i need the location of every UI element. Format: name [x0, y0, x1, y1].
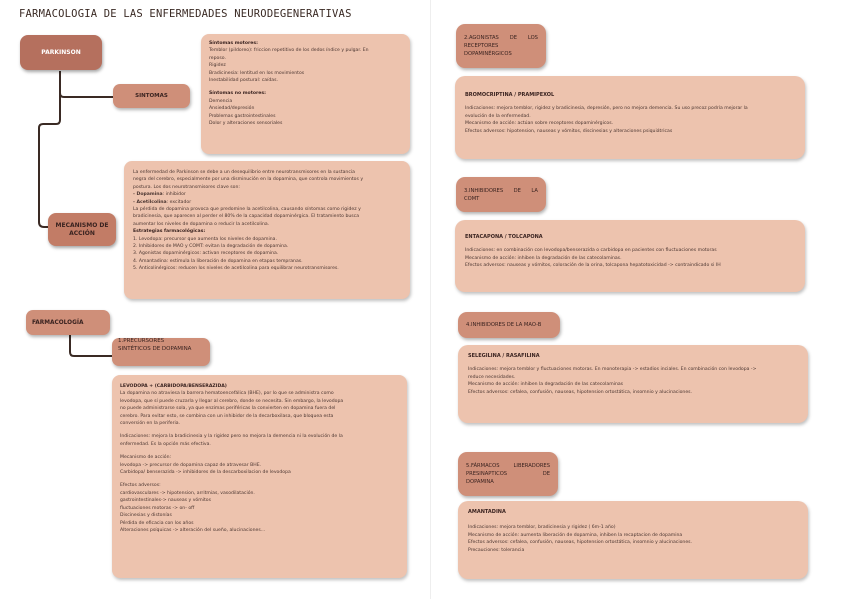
- mao-header[interactable]: 4.INHIBIDORES DE LA MAO-B: [458, 312, 560, 338]
- mecanismo-node[interactable]: MECANISMO DE ACCIÓN: [48, 213, 116, 246]
- levodopa-card: LEVODOPA + (CARBIDOPA/BENSERAZIDA) La dopamina no atraviesa la barrera hematoencefálica (BHE), por lo que se administra como levodopa, que sí puede cruzarla y llegar al cerebro, donde se necesita. Sin embargo, la levodopa no puede administrarse sola, ya que enzimas periféricas la convierten en dopamina fuera del cerebro. Para evitar esto, se combina con un inhibidor de la decarboxilasa, que bloquea esta conversión en la periferia. Indicaciones: mejora la bradicinesia y la rigidez pero no mejora la demencia ni la evolución de la enfermedad. Es la opción más efectiva. Mecanismo de acción: levodopa -> precursor de dopamina capaz de atravesar BHE. Carbidopa/ benserazida -> inhibidores de la descarboxilacion de levodopa Efectos adversos: cardiovasculares -> hipotension, arritmias, vasodilatación. gastrointestinales-> nauseas y vómitos fluctuaciones motoras -> on- off Discinesias y distonías Pérdida de eficacia con los años Alteraciones psíquicas -> alteración del sueño, alucinaciones...: [112, 375, 407, 578]
- precursores-node[interactable]: 1.PRECURSORES SINTÉTICOS DE DOPAMINA: [112, 338, 210, 366]
- page-title: FARMACOLOGIA DE LAS ENFERMEDADES NEURODEGENERATIVAS: [19, 8, 352, 20]
- comt-card: ENTACAPONA / TOLCAPONA Indicaciones: en combinación con levodopa/benserazida o carbidopa en pacientes con fluctuaciones motoras Mecanismo de acción: inhiben la degradación de las catecolaminas. Efectos adversos: nauseas y vómitos, coloración de la orina, tolcapona hepatotoxicidad -> contraindicado si IH: [455, 220, 805, 292]
- liberadores-header[interactable]: 5.FÁRMACOS LIBERADORES PRESINAPTICOS DE DOPAMINA: [458, 452, 558, 496]
- farmacologia-node[interactable]: FARMACOLOGÍA: [26, 310, 110, 335]
- amantadina-card: AMANTADINA Indicaciones: mejora temblor, bradicinesia y rigidez ( 6m-1 año) Mecanismo de acción: aumenta liberación de dopamina, inhiben la recaptacion de dopamina Efectos adversos: cefalea, confusión, nauseas, hipotension ortostática, insomnio y alucinaciones. Precauciones: tolerancia: [458, 501, 808, 579]
- mecanismo-card: La enfermedad de Parkinson se debe a un desequilibrio entre neurotransmisores en la sustancia negra del cerebro, especialmente por una disminución en la dopamina, que controla movimientos y postura. Los dos neurotransmisores clave son: - Dopamina: inhibidor - Acetilcolina: excitador La pérdida de dopamina provoca que predomine la acetilcolina, causando síntomas como rigidez y bradicinesia, que aparecen al perder el 80% de la capacidad dopaminérgica. El tratamiento busca aumentar los niveles de dopamina o reducir la acetilcolina. Estrategias farmacológicas: 1. Levodopa: precursor que aumenta los niveles de dopamina. 2. Inhibidores de MAO y COMT: evitan la degradación de dopamina. 3. Agonistas dopaminérgicos: activan receptores de dopamina. 4. Amantadina: estimula la liberación de dopamina en etapas tempranas. 5. Anticolinérgicos: reducen los niveles de acetilcolina para equilibrar neurotransmisores.: [124, 161, 410, 299]
- parkinson-node[interactable]: PARKINSON: [20, 35, 102, 70]
- comt-header[interactable]: 3.INHIBIDORES DE LA COMT: [456, 177, 546, 212]
- agonistas-card: BROMOCRIPTINA / PRAMIPEXOL Indicaciones: mejora temblor, rigidez y bradicinesia, depresión, pero no mejora demencia. Su uso precoz podría mejorar la evolución de la enfermedad. Mecanismo de acción: actúan sobre receptores dopaminérgicos. Efectos adversos: hipotension, nauseas y vómitos, discinesias y alteraciones psiquiátricas: [455, 76, 805, 159]
- sintomas-card: Síntomas motores: Temblor (pildoreo): friccion repetitivo de los dedos índice y pulgar. En reposo. Rigidez Bradicinesia: lentitud en los movimientos Inestabilidad postural: caídas. Síntomas no motores: Demencia Ansiedad/depresión Problemas gastrointestinales Dolor y alteraciones sensoriales: [201, 34, 410, 154]
- mao-card: SELEGILINA / RASAFILINA Indicaciones: mejora temblor y fluctuaciones motoras. En monoterapia -> estadios inciales. En combinación con levodopa -> reduce necesidades. Mecanismo de acción: inhiben la degradación de las catecolaminas Efectos adversos: cefalea, confusión, nauseas, hipotension ortostática, insomnio y alucinaciones.: [458, 345, 808, 423]
- agonistas-header[interactable]: 2.AGONISTAS DE LOS RECEPTORES DOPAMINÉRGICOS: [456, 24, 546, 68]
- sintomas-node[interactable]: SINTOMAS: [113, 84, 190, 108]
